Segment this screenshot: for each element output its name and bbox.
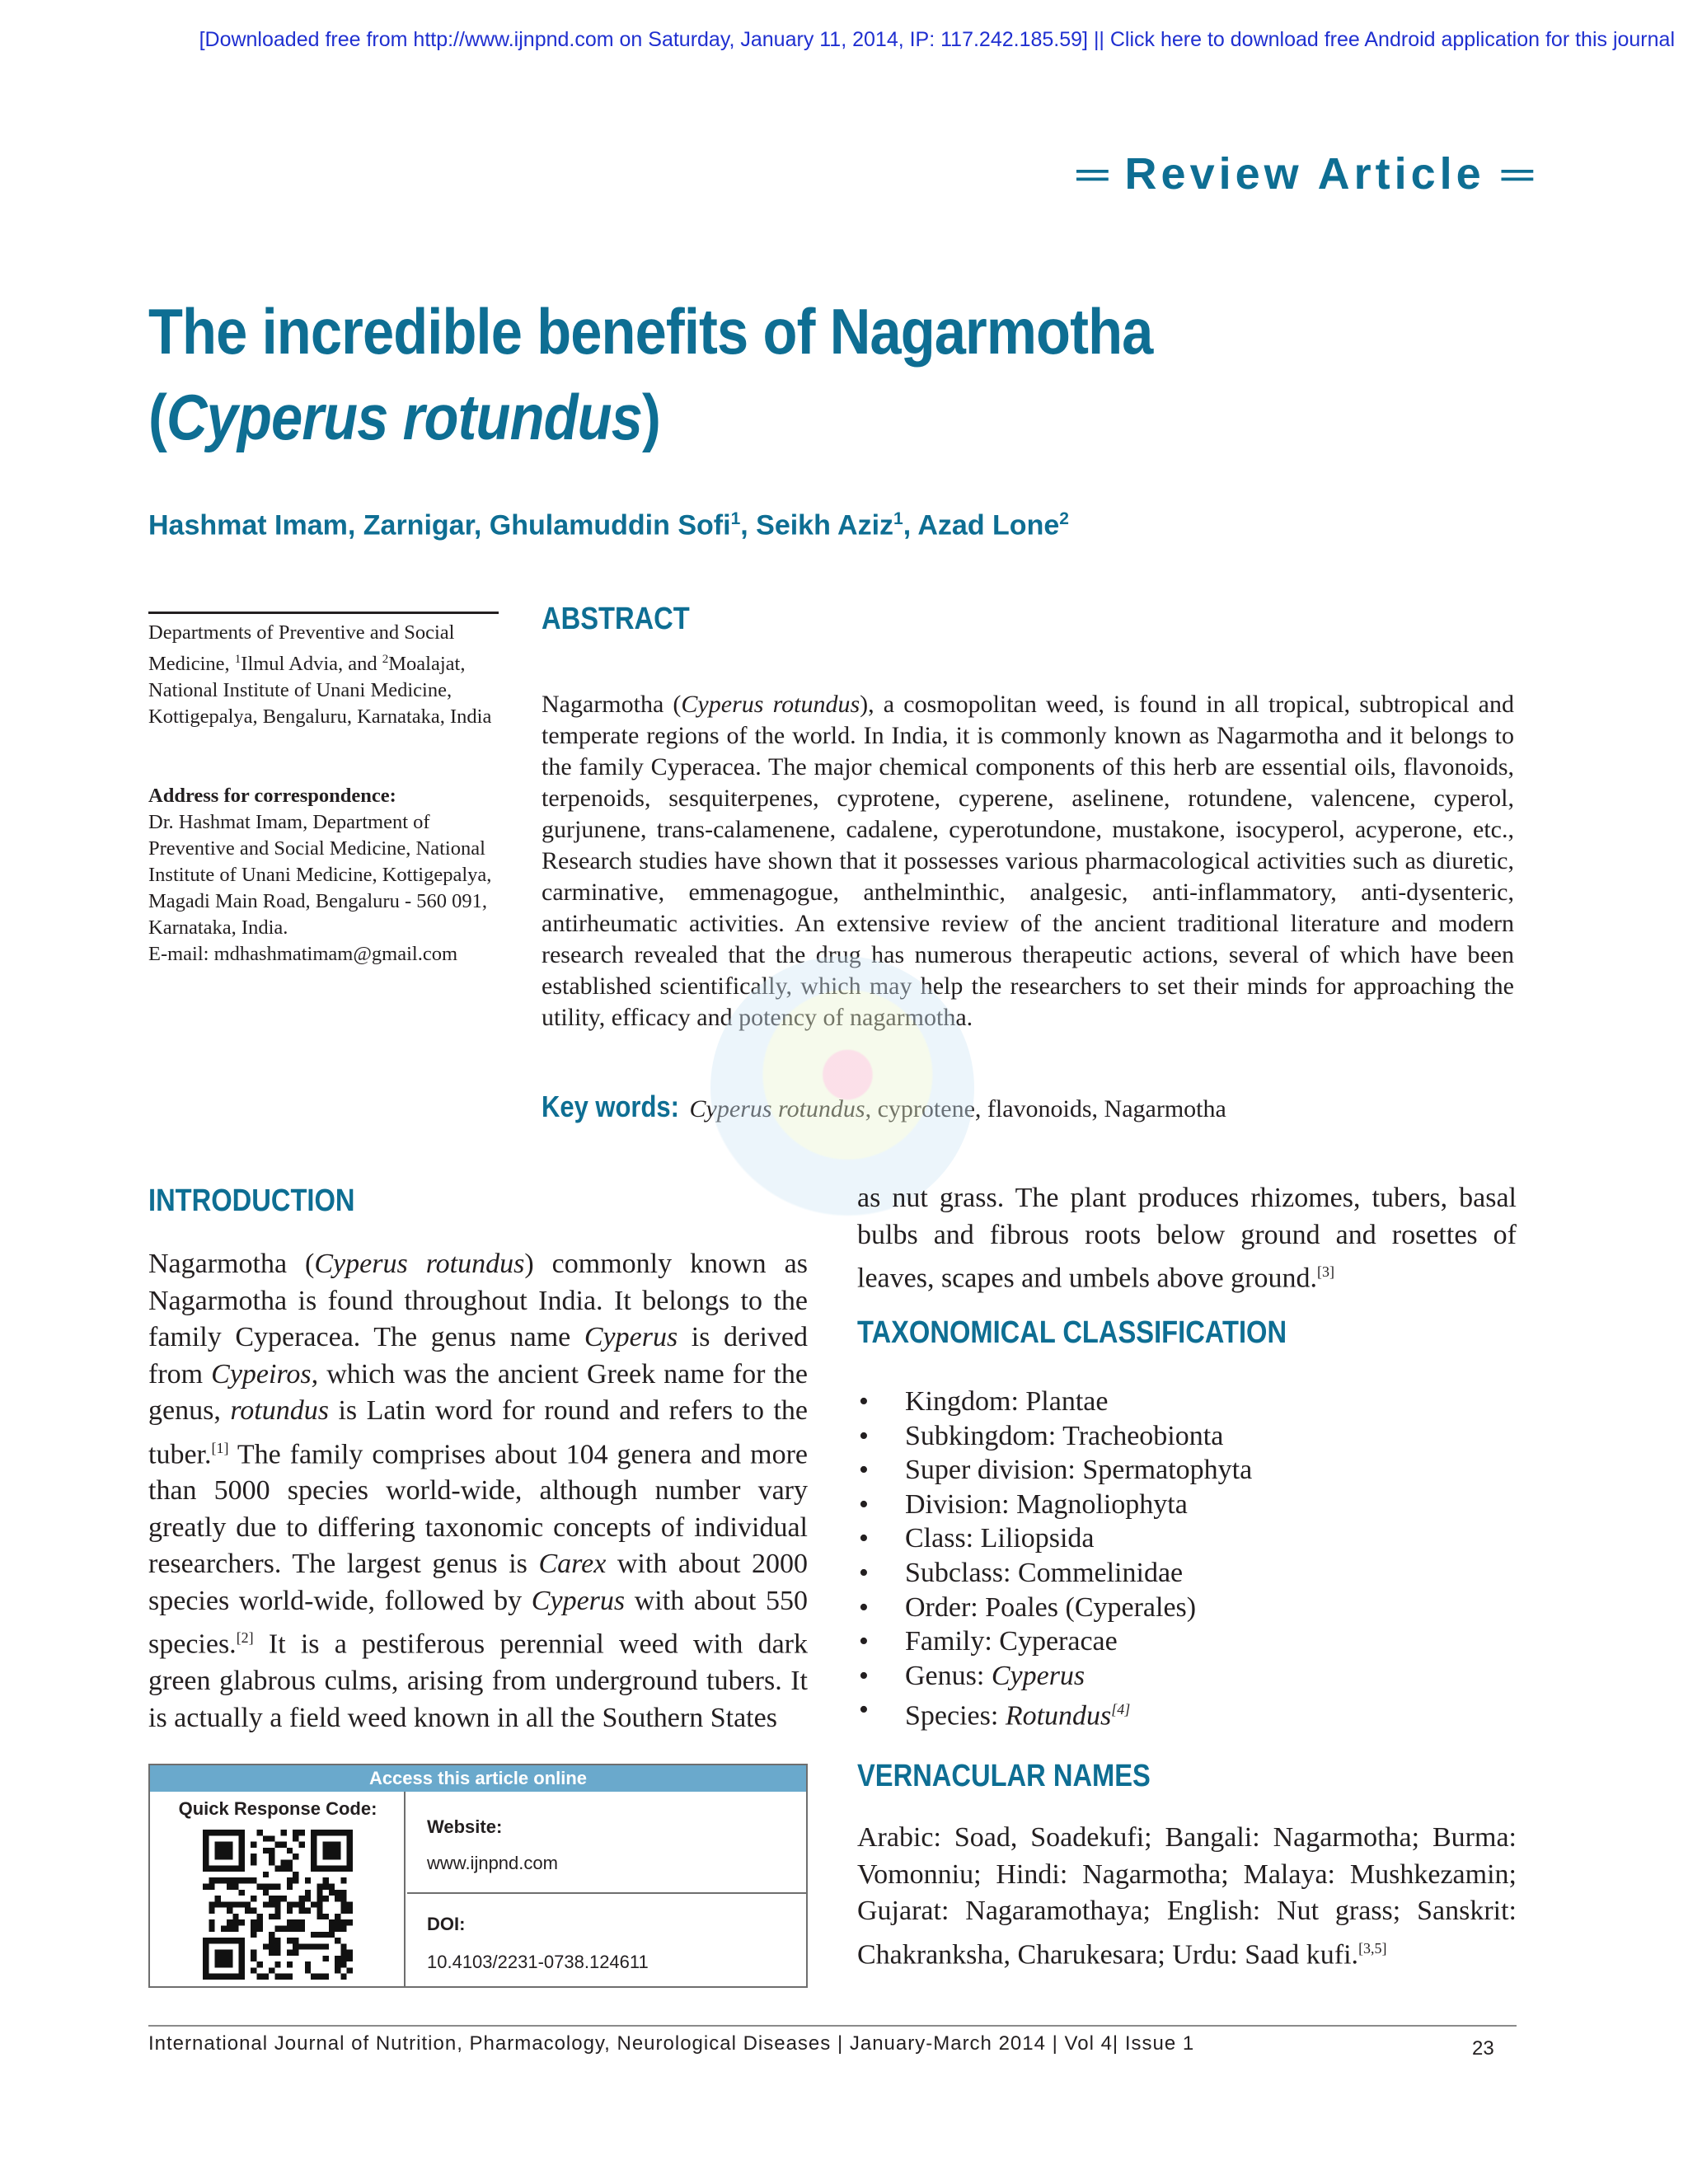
access-box-header: Access this article online <box>150 1765 806 1792</box>
article-type-right-rule: ═ <box>1501 149 1533 199</box>
continuation-text <box>857 1180 1517 1297</box>
affiliation-text: Moalajat, National Institute of Unani Medicine, Kottigepalya, Bengaluru, Karnataka, India <box>148 653 492 729</box>
author-list <box>148 509 1069 541</box>
intro-run: It is a pestiferous perennial weed with dark green glabrous culms, arising from underground tubers. It is actually a field weed known in all the Southern States <box>148 1629 808 1733</box>
qr-code-icon[interactable] <box>203 1830 353 1980</box>
abstract-text <box>542 689 1514 1033</box>
citation-ref[interactable]: [2] <box>236 1629 254 1647</box>
author-group-3: , Azad Lone <box>903 509 1060 541</box>
keyword-species: Cyperus rotundus <box>689 1095 865 1122</box>
bullet: • <box>859 1557 869 1588</box>
author-affil-sup: 2 <box>1059 509 1069 528</box>
taxonomy-item <box>857 1556 1517 1591</box>
taxonomy-item <box>857 1488 1517 1522</box>
doi-label: DOI: <box>427 1914 466 1934</box>
taxonomy-item-text: Family: Cyperacae <box>905 1626 1118 1657</box>
taxonomy-item <box>857 1659 1517 1694</box>
taxonomy-item-text: Class: Liliopsida <box>905 1523 1095 1554</box>
citation-ref[interactable]: [1] <box>211 1439 229 1456</box>
taxonomy-item-text: Order: Poales (Cyperales) <box>905 1591 1197 1623</box>
taxonomy-item <box>857 1453 1517 1488</box>
doi-link[interactable]: 10.4103/2231-0738.124611 <box>427 1952 649 1972</box>
keyword-list: , cyprotene, flavonoids, Nagarmotha <box>865 1095 1226 1122</box>
taxonomy-genus-value: Cyperus <box>991 1660 1085 1691</box>
taxonomy-genus-label: Genus: <box>905 1660 992 1691</box>
intro-italic: Cypeiros, <box>211 1358 319 1390</box>
download-banner[interactable]: [Downloaded free from http://www.ijnpnd.com on Saturday, January 11, 2014, IP: 117.242.185.59] || Click here to download free Android application for this journal <box>199 28 1675 51</box>
author-group-1: Hashmat Imam, Zarnigar, Ghulamuddin Sofi <box>148 509 731 541</box>
taxonomy-heading: TAXONOMICAL CLASSIFICATION <box>857 1315 1287 1350</box>
taxonomy-item <box>857 1624 1517 1659</box>
affiliation <box>148 620 499 730</box>
abstract-species: Cyperus rotundus <box>681 691 860 718</box>
intro-run: ) commonly known as Nagarmotha is found throughout India. It belongs to the family Cyperacea. The genus name <box>148 1249 808 1352</box>
correspondence-heading: Address for correspondence: <box>148 785 396 807</box>
affiliation-sup: 1 <box>234 653 241 666</box>
abstract-text-run: ), a cosmopolitan weed, is found in all tropical, subtropical and temperate regions of the world. In India, it is commonly known as Nagarmotha and it belongs to the family Cyperacea. The major chemical components of this herb are essential oils, flavonoids, terpenoids, sesquiterpenes, cyprotene, cyperene, aselinene, rotundene, valencene, cyperol, gurjunene, trans-calamenene, cadalene, cyperotundone, mustakone, isocyperol, acyperone, etc., Research studies have shown that it possesses various pharmacological activities such as diuretic, carminative, emmenagogue, anthelminthic, analgesic, anti-inflammatory, anti-dysenteric, antirheumatic activities. An extensive review of the ancient traditional literature and modern research revealed that the drug has numerous therapeutic actions, several of which have been established scientifically, which may help the researchers to set their minds for approaching the utility, efficacy and potency of nagarmotha. <box>542 691 1514 1031</box>
taxonomy-item <box>857 1385 1517 1419</box>
continuation-run: as nut grass. The plant produces rhizomes, tubers, basal bulbs and fibrous roots below ground and rosettes of leaves, scapes and umbels above ground. <box>857 1183 1517 1294</box>
taxonomy-item <box>857 1591 1517 1625</box>
correspondence-email[interactable]: E-mail: mdhashmatimam@gmail.com <box>148 943 458 965</box>
intro-italic: Cyperus <box>584 1322 678 1352</box>
taxonomy-item-text: Subclass: Commelinidae <box>905 1557 1184 1588</box>
abstract-text-run: Nagarmotha ( <box>542 691 682 718</box>
bullet: • <box>859 1523 869 1554</box>
article-type-left-rule: ═ <box>1076 149 1109 199</box>
affiliation-rule <box>148 612 499 614</box>
vernacular-heading: VERNACULAR NAMES <box>857 1759 1151 1793</box>
taxonomy-list <box>857 1385 1517 1733</box>
intro-run: which was the ancient Greek name for the genus, <box>148 1358 808 1426</box>
bullet: • <box>859 1626 869 1657</box>
bullet: • <box>859 1591 869 1623</box>
keywords-label: Key words: <box>542 1090 679 1123</box>
intro-run: Nagarmotha ( <box>148 1249 315 1279</box>
taxonomy-species-label: Species: <box>905 1700 1006 1732</box>
qr-cell <box>150 1792 406 1988</box>
correspondence-address: Dr. Hashmat Imam, Department of Preventive and Social Medicine, National Institute of Unani Medicine, Kottigepalya, Magadi Main Road, Bengaluru - 560 091, Karnataka, India. <box>148 811 492 939</box>
intro-italic: Carex <box>538 1549 607 1580</box>
title-open-paren: ( <box>148 381 166 453</box>
citation-ref[interactable]: [3,5] <box>1358 1939 1387 1957</box>
qr-label: Quick Response Code: <box>178 1798 377 1819</box>
title-line-1: The incredible benefits of Nagarmotha <box>148 295 1153 368</box>
abstract-heading: ABSTRACT <box>542 602 690 636</box>
taxonomy-item-text: Subkingdom: Tracheobionta <box>905 1420 1224 1451</box>
taxonomy-item <box>857 1693 1517 1733</box>
page-number: 23 <box>1472 2037 1494 2060</box>
vernacular-run: Arabic: Soad, Soadekufi; Bangali: Nagarmotha; Burma: Vomonniu; Hindi: Nagarmotha; Malaya: Mushkezamin; Gujarat: Nagaramothaya; English: Nut grass; Sanskrit: Chakranksha, Charukesara; Urdu: Saad kufi. <box>857 1822 1517 1970</box>
bullet: • <box>859 1420 869 1451</box>
website-cell <box>407 1792 808 1894</box>
title-close-paren: ) <box>642 381 661 453</box>
website-link[interactable]: www.ijnpnd.com <box>427 1853 558 1873</box>
doi-cell <box>407 1894 808 1988</box>
affiliation-text: Ilmul Advia, and <box>241 653 382 676</box>
bullet: • <box>859 1455 869 1486</box>
author-affil-sup: 1 <box>893 509 903 528</box>
intro-run: is Latin word for round and refers to the tuber. <box>148 1395 808 1469</box>
author-group-2: , Seikh Aziz <box>740 509 894 541</box>
bullet: • <box>859 1694 869 1726</box>
bullet: • <box>859 1386 869 1417</box>
access-article-box <box>148 1764 808 1988</box>
intro-run: with about 2000 species world-wide, followed by <box>148 1549 808 1616</box>
intro-italic: Cyperus <box>531 1585 626 1616</box>
affiliation-sup: 2 <box>382 653 389 666</box>
introduction-text <box>148 1246 808 1736</box>
footer-journal: International Journal of Nutrition, Pharmacology, Neurological Diseases | January-March 2014 | Vol 4| Issue 1 <box>148 2032 1195 2055</box>
taxonomy-item-text: Kingdom: Plantae <box>905 1386 1109 1417</box>
keywords <box>542 1090 1514 1124</box>
taxonomy-item-text: Super division: Spermatophyta <box>905 1455 1253 1486</box>
intro-run: The family comprises about 104 genera and more than 5000 species world-wide, although number vary greatly due to differing taxonomic concepts of individual researchers. The largest genus is <box>148 1438 808 1580</box>
taxonomy-item <box>857 1521 1517 1556</box>
taxonomy-species-value: Rotundus <box>1005 1700 1112 1732</box>
introduction-heading: INTRODUCTION <box>148 1183 355 1218</box>
article-type-label: Review Article <box>1124 149 1485 199</box>
article-type <box>973 148 1533 199</box>
website-label: Website: <box>427 1816 503 1837</box>
bullet: • <box>859 1660 869 1691</box>
footer-rule <box>148 2025 1517 2027</box>
taxonomy-item <box>857 1419 1517 1454</box>
citation-ref[interactable]: [3] <box>1317 1263 1334 1280</box>
article-title <box>148 288 1236 460</box>
intro-run: with about 550 species. <box>148 1585 808 1660</box>
author-affil-sup: 1 <box>730 509 741 528</box>
title-species: Cyperus rotundus <box>166 381 643 453</box>
bullet: • <box>859 1488 869 1520</box>
affiliation-text: Departments of Preventive and Social Medicine, <box>148 621 455 676</box>
taxonomy-item-text: Division: Magnoliophyta <box>905 1488 1188 1520</box>
vernacular-text <box>857 1820 1517 1973</box>
intro-italic: rotundus <box>230 1395 329 1426</box>
citation-ref[interactable]: [4] <box>1111 1701 1131 1718</box>
intro-italic: Cyperus rotundus <box>314 1249 525 1279</box>
correspondence <box>148 783 499 968</box>
intro-run: is derived from <box>148 1322 808 1390</box>
